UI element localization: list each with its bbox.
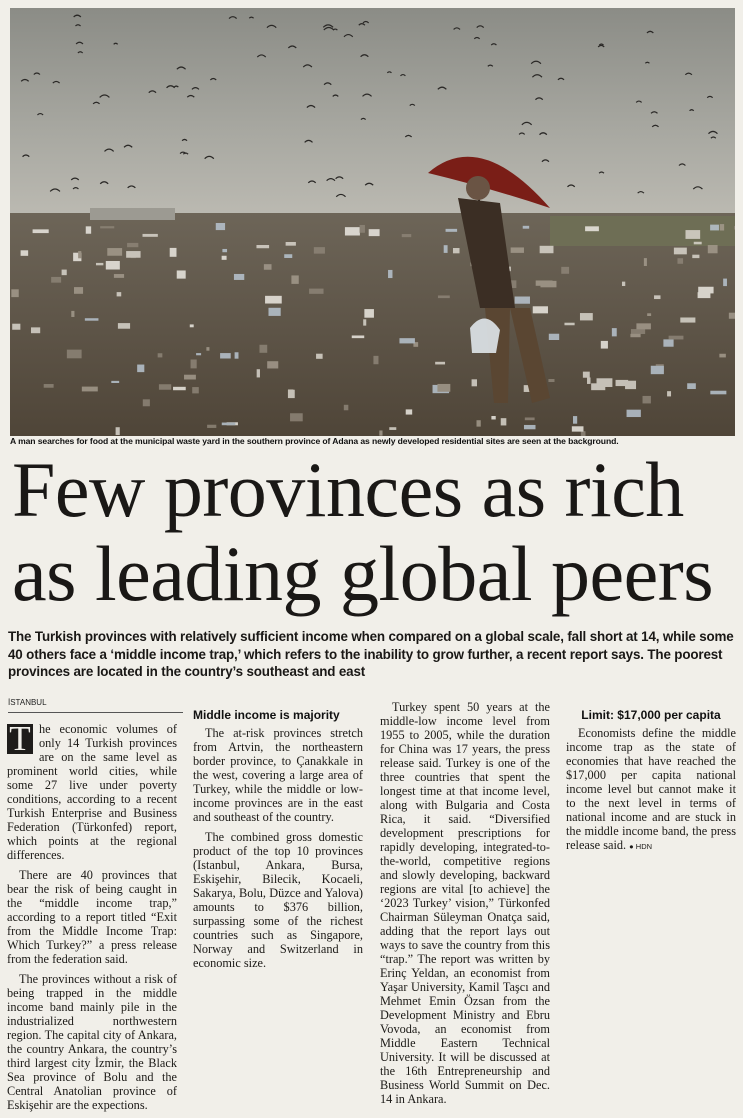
litter-mark [647, 313, 651, 316]
litter-mark [33, 229, 49, 233]
litter-mark [549, 334, 559, 340]
litter-mark [720, 224, 724, 230]
litter-mark [612, 328, 617, 336]
headline [12, 448, 737, 616]
litter-mark [207, 425, 216, 428]
drop-cap: T [7, 724, 33, 754]
litter-mark [126, 251, 140, 258]
article-column-3 [380, 700, 550, 1112]
litter-mark [314, 247, 325, 253]
photo-caption: A man searches for food at the municipal waste yard in the southern province of Adana as newly developed residential sites are seen at the background. [10, 436, 619, 446]
litter-mark [583, 372, 590, 378]
litter-mark [379, 430, 382, 435]
litter-mark [127, 243, 138, 247]
litter-mark [222, 423, 236, 426]
litter-mark [561, 267, 569, 274]
litter-mark [677, 258, 683, 264]
paragraph-7-text: Economists define the middle income trap as the state of economies that have reached the $17,000 per capita national income level but cannot make it to the next level in terms of national income and are stuck in the middle income band, the press release said. [566, 726, 736, 852]
litter-mark [78, 251, 81, 258]
litter-mark [491, 416, 495, 419]
headline-line-1: Few provinces as rich [12, 446, 684, 533]
litter-mark [222, 256, 227, 260]
litter-mark [111, 381, 119, 383]
litter-mark [597, 378, 613, 387]
litter-mark [536, 280, 553, 285]
litter-mark [173, 387, 186, 390]
litter-mark [31, 327, 40, 333]
litter-mark [235, 352, 239, 358]
paragraph-7 [566, 726, 736, 854]
litter-mark [265, 296, 282, 304]
dateline-divider [8, 712, 183, 713]
litter-mark [438, 295, 450, 298]
litter-mark [627, 410, 641, 417]
litter-mark [192, 387, 199, 393]
litter-mark [515, 297, 530, 304]
litter-mark [143, 234, 158, 237]
litter-mark [344, 405, 348, 410]
litter-mark [86, 226, 91, 233]
litter-mark [290, 413, 303, 421]
litter-mark [525, 417, 535, 420]
litter-mark [719, 354, 725, 358]
litter-mark [669, 336, 684, 340]
litter-mark [118, 323, 130, 329]
litter-mark [687, 383, 696, 389]
paragraph-1 [7, 719, 177, 862]
litter-mark [674, 248, 687, 255]
article-column-4 [566, 700, 736, 860]
litter-mark [117, 292, 122, 296]
litter-mark [360, 225, 365, 233]
litter-mark [158, 353, 163, 357]
litter-mark [406, 409, 412, 414]
litter-mark [143, 399, 150, 406]
litter-mark [651, 366, 664, 374]
litter-mark [114, 274, 124, 278]
litter-mark [446, 229, 458, 232]
litter-mark [137, 365, 144, 373]
litter-mark [190, 324, 194, 327]
litter-mark [435, 362, 445, 365]
litter-mark [533, 306, 548, 313]
litter-mark [44, 384, 54, 388]
litter-mark [12, 324, 20, 330]
litter-mark [708, 245, 718, 253]
litter-mark [524, 425, 536, 429]
litter-mark [184, 375, 196, 380]
credit-hdn: ● HDN [629, 842, 653, 851]
litter-mark [309, 289, 323, 294]
litter-mark [268, 308, 280, 316]
litter-mark [345, 227, 360, 235]
litter-mark [587, 377, 591, 383]
litter-mark [191, 359, 197, 368]
litter-mark [402, 234, 411, 237]
litter-mark [472, 379, 477, 386]
litter-mark [259, 345, 267, 353]
litter-mark [216, 223, 225, 230]
litter-mark [540, 246, 554, 253]
litter-mark [267, 361, 278, 368]
litter-mark [256, 245, 269, 248]
paragraph-4: The at-risk provinces stretch from Artvin, the northeastern border province, to Çanakkale in the west, covering a large area of Turkey, while the middle or low-income provinces are in the east and southeast of the country. [193, 726, 363, 824]
litter-mark [85, 318, 99, 320]
litter-mark [734, 226, 735, 230]
litter-mark [74, 287, 83, 294]
paragraph-5: The combined gross domestic product of the top 10 provinces (Istanbul, Ankara, Bursa, Eskişehir, Bilecik, Kocaeli, Sakarya, Bolu, Düzce and Yalova) amounts to $376 billion, surpassing some of the richest countries such as Singapore, Norway and Switzerland in economic size. [193, 830, 363, 970]
litter-mark [51, 277, 61, 283]
litter-mark [437, 384, 450, 392]
litter-mark [573, 416, 577, 424]
litter-mark [698, 292, 711, 298]
litter-mark [564, 323, 574, 326]
litter-mark [667, 391, 671, 396]
litter-mark [572, 426, 584, 431]
litter-mark [286, 242, 296, 246]
litter-mark [444, 245, 448, 253]
litter-mark [106, 261, 120, 270]
news-photo [10, 8, 735, 436]
litter-mark [71, 311, 74, 317]
litter-mark [116, 427, 120, 435]
paragraph-3: The provinces without a risk of being trapped in the middle income band mainly pile in the industrialized northwestern region. The capital city of Ankara, the country Ankara, the country’s third largest city İzmir, the Black Sea province of Bolu and the Central Anatolian province of Eskişehir are the expections. [7, 972, 177, 1112]
litter-mark [11, 289, 18, 297]
litter-mark [264, 264, 272, 270]
litter-mark [196, 353, 201, 355]
litter-mark [654, 295, 660, 299]
litter-mark [694, 242, 702, 245]
paragraph-1-text: he economic volumes of only 14 Turkish provinces are on the same level as prominent world cities, while some 27 live under poverty conditions, according to a recent Turkish Enterprise and Business Federation (Türkonfed) report, which points at the regional differences. [7, 722, 177, 862]
litter-mark [257, 369, 260, 377]
headline-line-2: as leading global peers [12, 530, 714, 617]
litter-mark [234, 274, 244, 280]
litter-mark [601, 341, 608, 349]
litter-mark [96, 263, 103, 265]
litter-mark [82, 387, 98, 392]
litter-mark [399, 338, 414, 343]
litter-mark [644, 258, 647, 266]
litter-mark [170, 248, 177, 257]
litter-mark [729, 313, 735, 319]
litter-mark [389, 427, 396, 430]
litter-mark [631, 329, 645, 334]
litter-mark [21, 250, 29, 256]
litter-mark [316, 354, 323, 359]
litter-mark [291, 275, 298, 283]
litter-mark [206, 347, 209, 351]
litter-mark [363, 319, 366, 325]
litter-mark [663, 339, 673, 346]
article-deck: The Turkish provinces with relatively sufficient income when compared on a global scale, fall short at 14, while some 40 others face a ‘middle income trap,’ which refers to the inability to grow further, a recent report says. The poorest provinces are located in the country’s southeast and east [8, 629, 734, 679]
litter-mark [680, 317, 695, 322]
litter-mark [548, 379, 554, 382]
litter-mark [622, 282, 625, 286]
paragraph-2: There are 40 provinces that bear the risk of being caught in the “middle income trap,” according to a report titled “Exit from the Middle Income Trap: Which Turkey?” a press release from the federation said. [7, 868, 177, 966]
litter-mark [685, 230, 700, 239]
litter-mark [511, 247, 524, 252]
litter-mark [477, 420, 481, 426]
article-column-2 [193, 700, 363, 976]
litter-mark [107, 248, 122, 256]
dateline: İSTANBUL [8, 698, 47, 707]
litter-mark [364, 309, 374, 318]
litter-mark [62, 270, 67, 276]
paragraph-6: Turkey spent 50 years at the middle-low income level from 1955 to 2005, while the duration for China was 17 years, the press release said. Turkey is one of the three countries that spent the longest time at that income level, along with Bulgaria and Costa Rica, it said. “Diversified development prescriptions for rapidly developing, integrated-to-the-world, competitive regions and slowly developing, backward regions are vital [to achieve] the ‘2023 Turkey’ vision,” Türkonfed Chairman Süleyman Onatça said, adding that the report lays out ways to save the country from this “trap.” The report was written by Erinç Yeldan, an economist from Yaşar University, Kamil Taşcı and Mehmet Emin Özsan from the Development Ministry and Ebru Vovoda, an economist from Middle Eastern Technical University. It will be discussed at the 16th Entrepreneurship and Business World Summit on Dec. 14 in Ankara. [380, 700, 550, 1106]
litter-mark [692, 255, 699, 258]
litter-mark [643, 396, 651, 404]
subhead-limit: Limit: $17,000 per capita [581, 708, 721, 722]
litter-mark [636, 323, 650, 329]
litter-mark [710, 391, 726, 395]
litter-mark [100, 226, 114, 228]
litter-mark [580, 313, 593, 320]
litter-mark [585, 226, 599, 231]
litter-mark [159, 384, 171, 389]
litter-mark [616, 380, 629, 386]
litter-mark [369, 229, 380, 236]
litter-mark [630, 334, 640, 337]
litter-mark [222, 249, 227, 252]
litter-mark [373, 356, 378, 364]
litter-mark [288, 390, 295, 398]
litter-mark [523, 226, 529, 229]
subhead-middle-income: Middle income is majority [193, 708, 340, 722]
litter-mark [710, 225, 719, 231]
litter-mark [501, 418, 507, 425]
landfill-photo-illustration [10, 8, 735, 436]
litter-mark [453, 248, 460, 253]
litter-mark [723, 279, 727, 287]
litter-mark [388, 270, 392, 278]
litter-mark [352, 335, 364, 338]
article-column-1 [7, 719, 177, 1118]
litter-mark [284, 254, 292, 258]
litter-mark [67, 350, 82, 359]
litter-mark [220, 353, 231, 358]
litter-mark [177, 270, 186, 278]
